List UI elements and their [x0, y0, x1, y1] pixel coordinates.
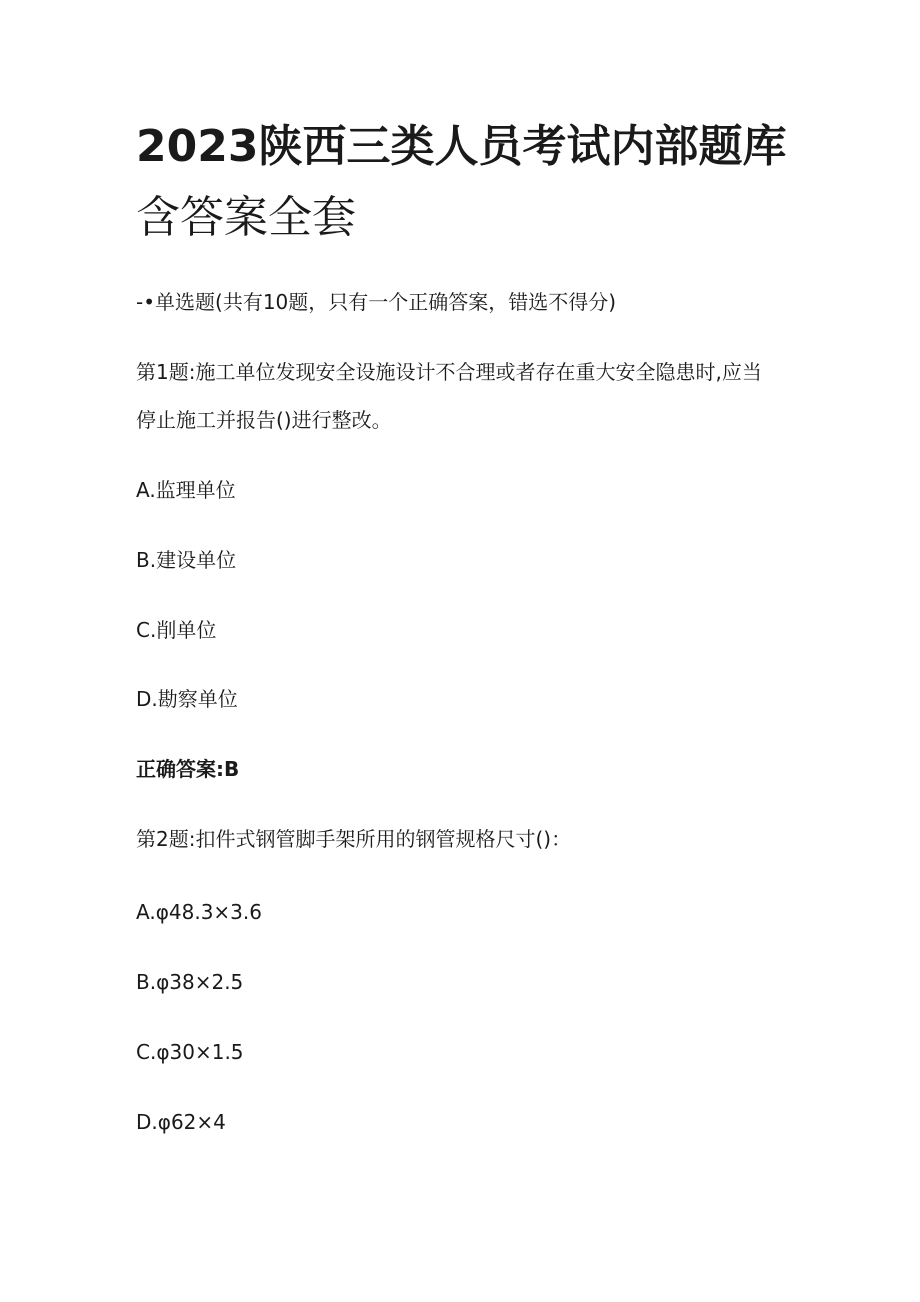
question-1-option-d: D.勘察单位 — [136, 687, 238, 711]
document-title-line-2: 含答案全套 — [136, 192, 356, 243]
question-2-stem-line-1: 第2题:扣件式钢管脚手架所用的钢管规格尺寸()： — [136, 827, 572, 851]
question-1-answer: 正确答案:B — [136, 757, 240, 781]
question-1-option-c: C.削单位 — [136, 618, 217, 642]
section-header: -•单选题(共有10题，只有一个正确答案，错选不得分) — [136, 290, 617, 314]
question-2-option-c: C.φ30×1.5 — [136, 1040, 244, 1064]
question-1-option-b: B.建设单位 — [136, 548, 237, 572]
question-1-stem-line-2: 停止施工并报告()进行整改。 — [136, 408, 392, 432]
question-2-option-d: D.φ62×4 — [136, 1110, 226, 1134]
question-2-option-a: A.φ48.3×3.6 — [136, 900, 262, 924]
question-2-option-b: B.φ38×2.5 — [136, 970, 244, 994]
question-1-stem-line-1: 第1题:施工单位发现安全设施设计不合理或者存在重大安全隐患时,应当 — [136, 360, 762, 384]
document-title-line-1: 2023陕西三类人员考试内部题库 — [136, 121, 787, 172]
question-1-option-a: A.监理单位 — [136, 478, 236, 502]
